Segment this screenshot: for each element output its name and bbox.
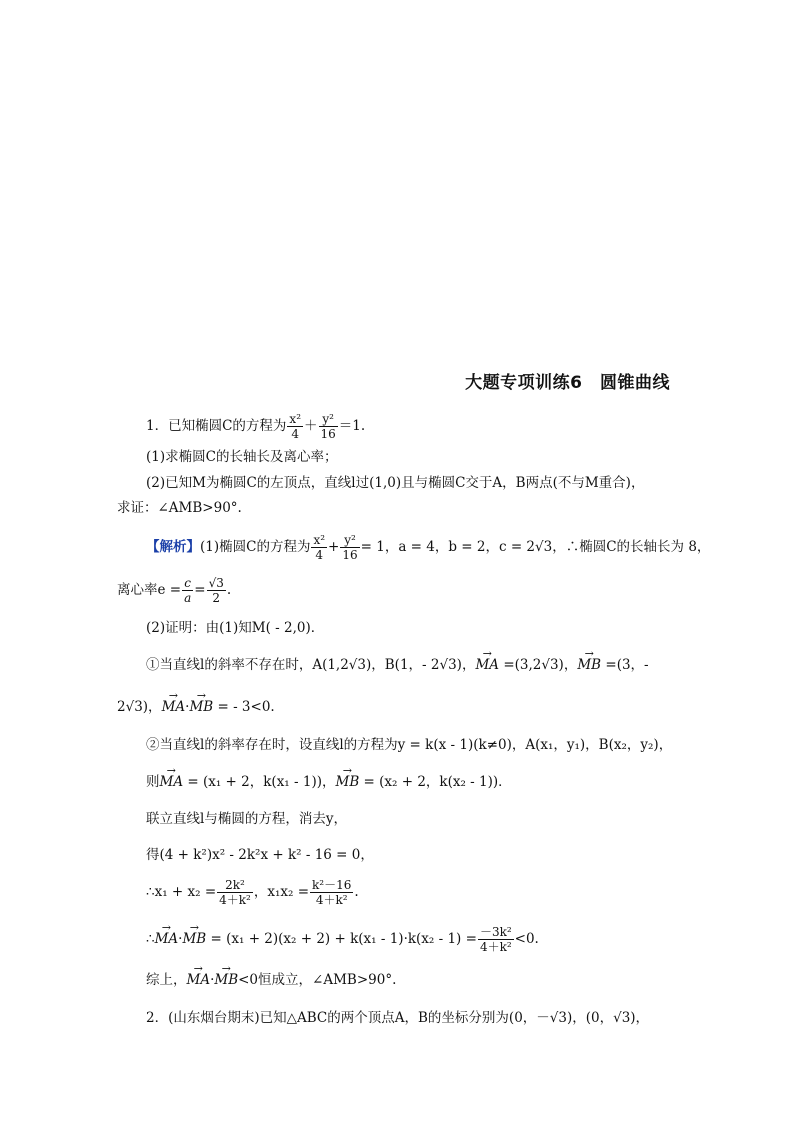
fraction: $\frac{\text{2k²}}{\text{4＋k²}}$ (219, 878, 251, 907)
page-title: 大题专项训练6 圆锥曲线 (465, 373, 670, 393)
vector-mb: → MB (189, 697, 213, 717)
vector-ma: → MA (160, 772, 184, 792)
vector-mb: → MB (336, 772, 360, 792)
question-1-part-2: (2)已知M为椭圆C的左顶点，直线l过(1,0)且与椭圆C交于A，B两点(不与M重合)， (146, 475, 645, 491)
vieta-line: ∴x₁ + x₂ = $\frac{\text{2k²}}{\text{4＋k²}}$ ，x₁x₂ = $\frac{\text{k²－16}}{\text{4＋k²}}$ . (146, 878, 359, 907)
vector-ma: → MA (475, 655, 499, 675)
case-1-cont: 2√3)，→ MA·→ MB = - 3<0. (117, 697, 275, 717)
fraction: $\frac{c}{a}$ (184, 576, 192, 605)
question-1-part-1: (1)求椭圆C的长轴长及离心率； (146, 449, 338, 465)
fraction: $\frac{\text{y²}}{16}$ (320, 412, 336, 441)
case-1-line: ①当直线l的斜率不存在时，A(1,2√3)，B(1，- 2√3)，→ MA =(3,2√3)，→ MB =(3，- (146, 655, 649, 675)
eccentricity-line: 离心率e = $\frac{c}{a}$ = $\frac{√3}{2}$ . (117, 576, 232, 605)
fraction: $\frac{\text{x²}}{4}$ (313, 533, 326, 562)
question-1-part-2-cont: 求证：∠AMB>90°. (117, 500, 242, 516)
question-1-statement: 1．已知椭圆C的方程为 $\frac{\text{x²}}{4}$ ＋ $\frac{\text{y²}}{16}$ ＝1. (146, 412, 366, 441)
vector-mb: → MB (214, 970, 238, 990)
solution-part-2: (2)证明：由(1)知M( - 2,0)． (146, 620, 325, 636)
solution-part-1: 【解析】(1)椭圆C的方程为 $\frac{\text{x²}}{4}$ + $\frac{\text{y²}}{16}$ = 1，a = 4，b = 2，c = 2√3，∴椭圆C的长轴长为 8， (146, 533, 711, 562)
vector-mb: → MB (182, 929, 206, 949)
vector-ma: → MA (187, 970, 211, 990)
question-2-statement: 2．(山东烟台期末)已知△ABC的两个顶点A，B的坐标分别为(0，－√3)，(0，√3)， (146, 1010, 650, 1026)
quadratic-equation: 得(4 + k²)x² - 2k²x + k² - 16 = 0， (146, 847, 374, 863)
solution-tag: 【解析】 (146, 539, 200, 555)
fraction: $\frac{\text{－3k²}}{\text{4＋k²}}$ (479, 925, 512, 954)
case-2-vectors: 则→ MA = (x₁ + 2，k(x₁ - 1))，→ MB = (x₂ + 2，k(x₂ - 1))． (146, 772, 512, 792)
vector-ma: → MA (162, 697, 186, 717)
fraction: $\frac{\text{k²－16}}{\text{4＋k²}}$ (312, 878, 352, 907)
fraction: $\frac{\text{y²}}{16}$ (342, 533, 358, 562)
conclusion-line: 综上，→ MA·→ MB<0恒成立，∠AMB>90°. (146, 970, 396, 990)
vector-mb: → MB (577, 655, 601, 675)
fraction: $\frac{√3}{2}$ (208, 576, 224, 605)
vector-ma: → MA (155, 929, 179, 949)
case-2-combine: 联立直线l与椭圆的方程，消去y， (146, 811, 347, 827)
fraction: $\frac{\text{x²}}{4}$ (289, 412, 301, 441)
case-2-line: ②当直线l的斜率存在时，设直线l的方程为y = k(x - 1)(k≠0)，A(x₁，y₁)，B(x₂，y₂)， (146, 737, 673, 753)
dot-product-line: ∴→ MA·→ MB = (x₁ + 2)(x₂ + 2) + k(x₁ - 1)·k(x₂ - 1) = $\frac{\text{－3k²}}{\text{4＋k²}}$ <0. (146, 925, 539, 954)
